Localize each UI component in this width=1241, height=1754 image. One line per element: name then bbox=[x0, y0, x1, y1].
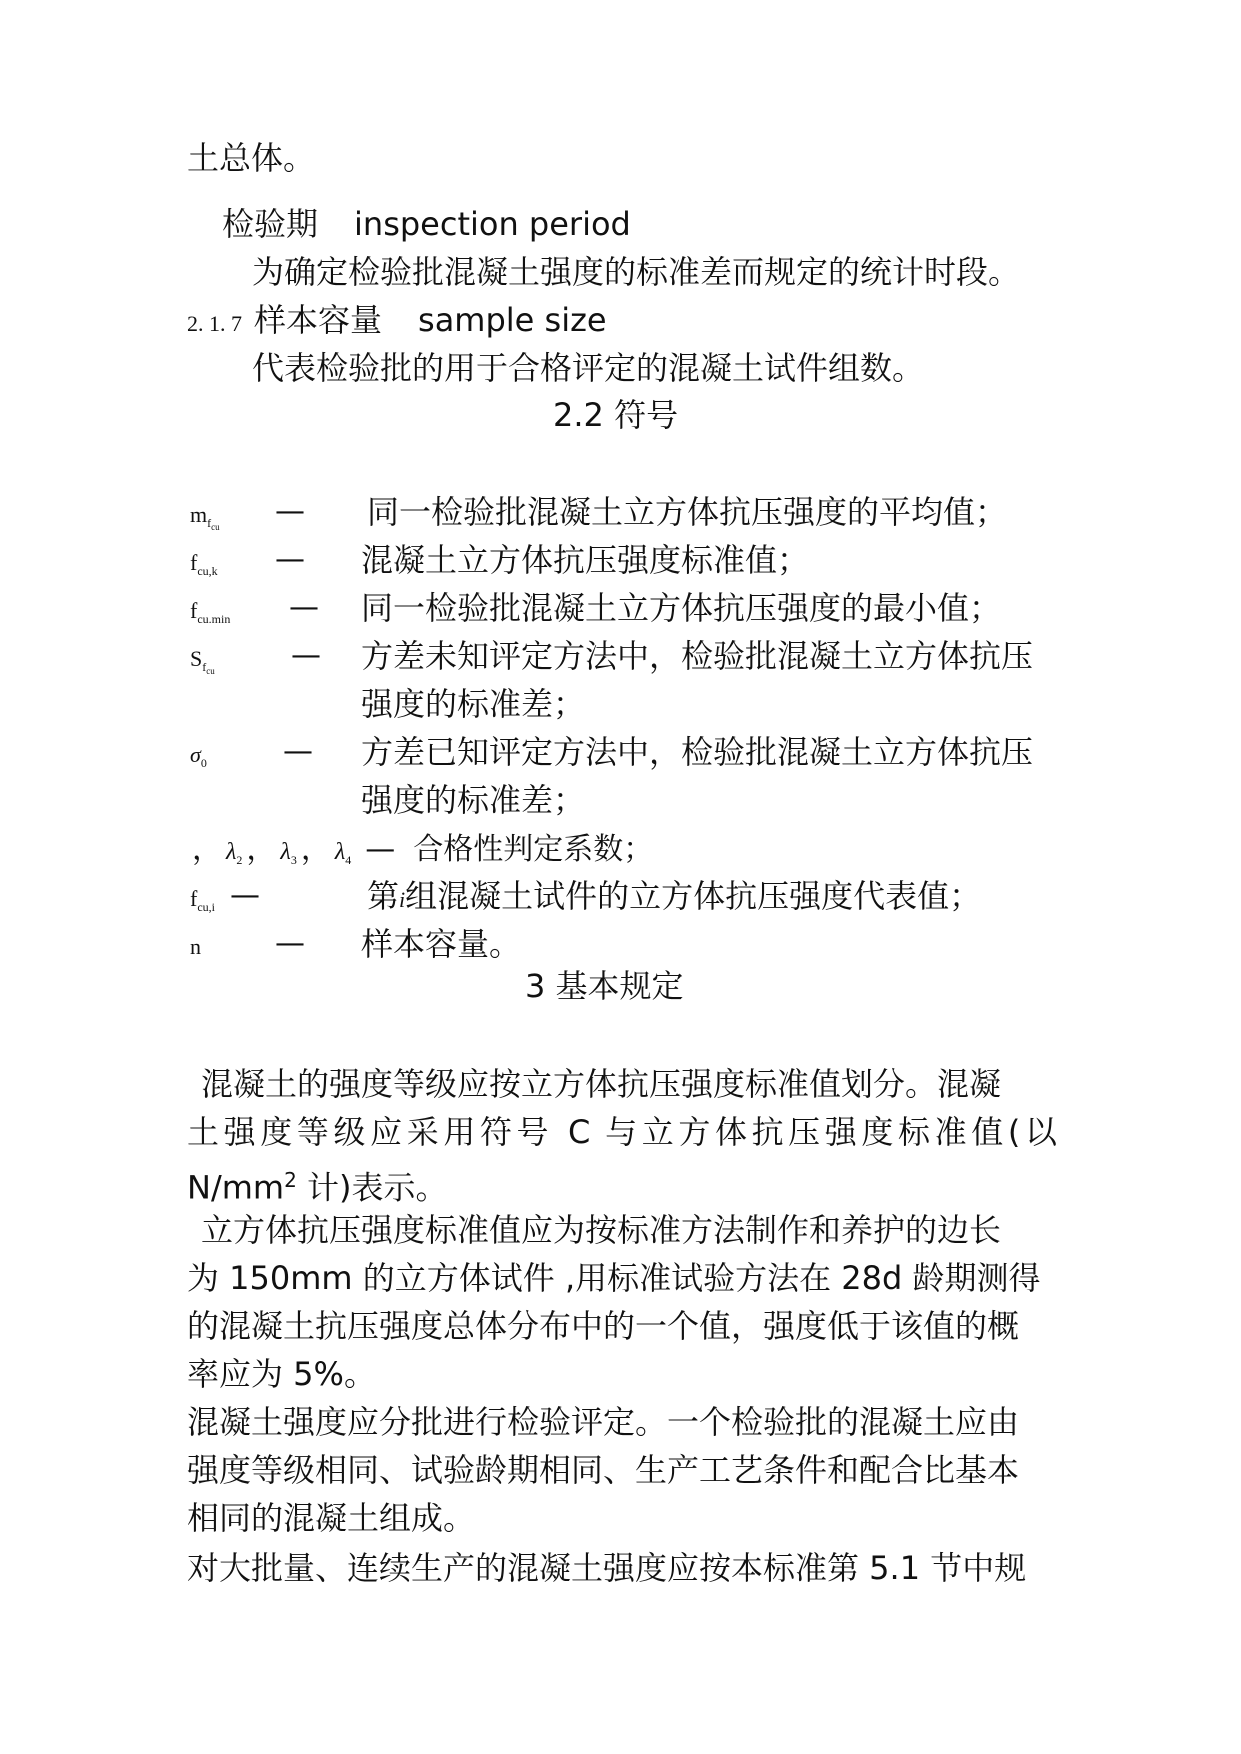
symbol-m-fcu: $m_{f_{cu}}$ bbox=[190, 502, 220, 532]
symbol-s-fcu: $S_{f_{cu}}$ bbox=[190, 646, 215, 676]
symbol-fcumin: $f_{cu.min}$ bbox=[190, 598, 231, 626]
term-zh: 检验期 bbox=[222, 205, 319, 243]
term-zh: 样本容量 bbox=[254, 301, 383, 339]
text-line: 土总体。 bbox=[187, 139, 316, 177]
clause-number: 2. 1. 7 bbox=[187, 311, 242, 336]
symbol-fcuk: $f_{cu,k}$ bbox=[190, 550, 218, 578]
section-heading-symbols: 2.2 符号 bbox=[553, 396, 679, 434]
dash: — bbox=[230, 878, 260, 913]
symbol-description-cont: 强度的标准差； bbox=[361, 781, 586, 819]
symbol-sigma0: $\sigma_0$ bbox=[190, 742, 207, 770]
term-en: inspection period bbox=[354, 205, 631, 243]
dash: — bbox=[291, 638, 321, 673]
symbol-n: n bbox=[190, 934, 201, 959]
symbol-fcui: $f_{cu,i}$ bbox=[190, 886, 215, 914]
paragraph-strength-grade: 混凝土的强度等级应按立方体抗压强度标准值划分。混凝 土强度等级应采用符号 C 与立方体抗压强度标准值(以 $N/mm^2$ 计)表示。 bbox=[187, 1065, 1057, 1207]
symbol-description: 方差未知评定方法中，检验批混凝土立方体抗压 bbox=[361, 637, 1034, 675]
symbol-description: 方差已知评定方法中，检验批混凝土立方体抗压 bbox=[361, 733, 1034, 771]
symbol-lambdas: ， $\lambda_2$ ， $\lambda_3$ ， $\lambda_4$ — 合格性判定系数； bbox=[192, 832, 654, 867]
symbol-description: 第i组混凝土试件的立方体抗压强度代表值； bbox=[367, 877, 982, 915]
term-en: sample size bbox=[418, 301, 607, 339]
definition-text: 为确定检验批混凝土强度的标准差而规定的统计时段。 bbox=[252, 253, 1021, 291]
definition-text: 代表检验批的用于合格评定的混凝土试件组数。 bbox=[252, 349, 925, 387]
dash: — bbox=[289, 590, 319, 625]
dash: — bbox=[275, 542, 305, 577]
term-sample-size bbox=[187, 300, 607, 344]
dash: — bbox=[275, 926, 305, 961]
symbol-description: 同一检验批混凝土立方体抗压强度的平均值； bbox=[367, 493, 1008, 531]
paragraph-standard-value: 立方体抗压强度标准值应为按标准方法制作和养护的边长 为 150mm 的立方体试件 ,用标准试验方法在 28d 龄期测得 的混凝土抗压强度总体分布中的一个值，强度低于该值的概 率应为 5%。 bbox=[187, 1211, 1041, 1393]
dash: — bbox=[283, 734, 313, 769]
symbol-description-cont: 强度的标准差； bbox=[361, 685, 586, 723]
paragraph-continuous-production: 对大批量、连续生产的混凝土强度应按本标准第 5.1 节中规 bbox=[187, 1549, 1027, 1587]
dash: — bbox=[275, 494, 305, 529]
symbol-description: 同一检验批混凝土立方体抗压强度的最小值； bbox=[361, 589, 1002, 627]
paragraph-batch-evaluation: 混凝土强度应分批进行检验评定。一个检验批的混凝土应由 强度等级相同、试验龄期相同、生产工艺条件和配合比基本 相同的混凝土组成。 bbox=[187, 1403, 1020, 1537]
section-heading-basic-rules: 3 基本规定 bbox=[525, 967, 684, 1005]
term-inspection-period bbox=[222, 204, 631, 244]
symbol-description: 混凝土立方体抗压强度标准值； bbox=[361, 541, 810, 579]
symbol-description: 样本容量。 bbox=[361, 925, 522, 963]
